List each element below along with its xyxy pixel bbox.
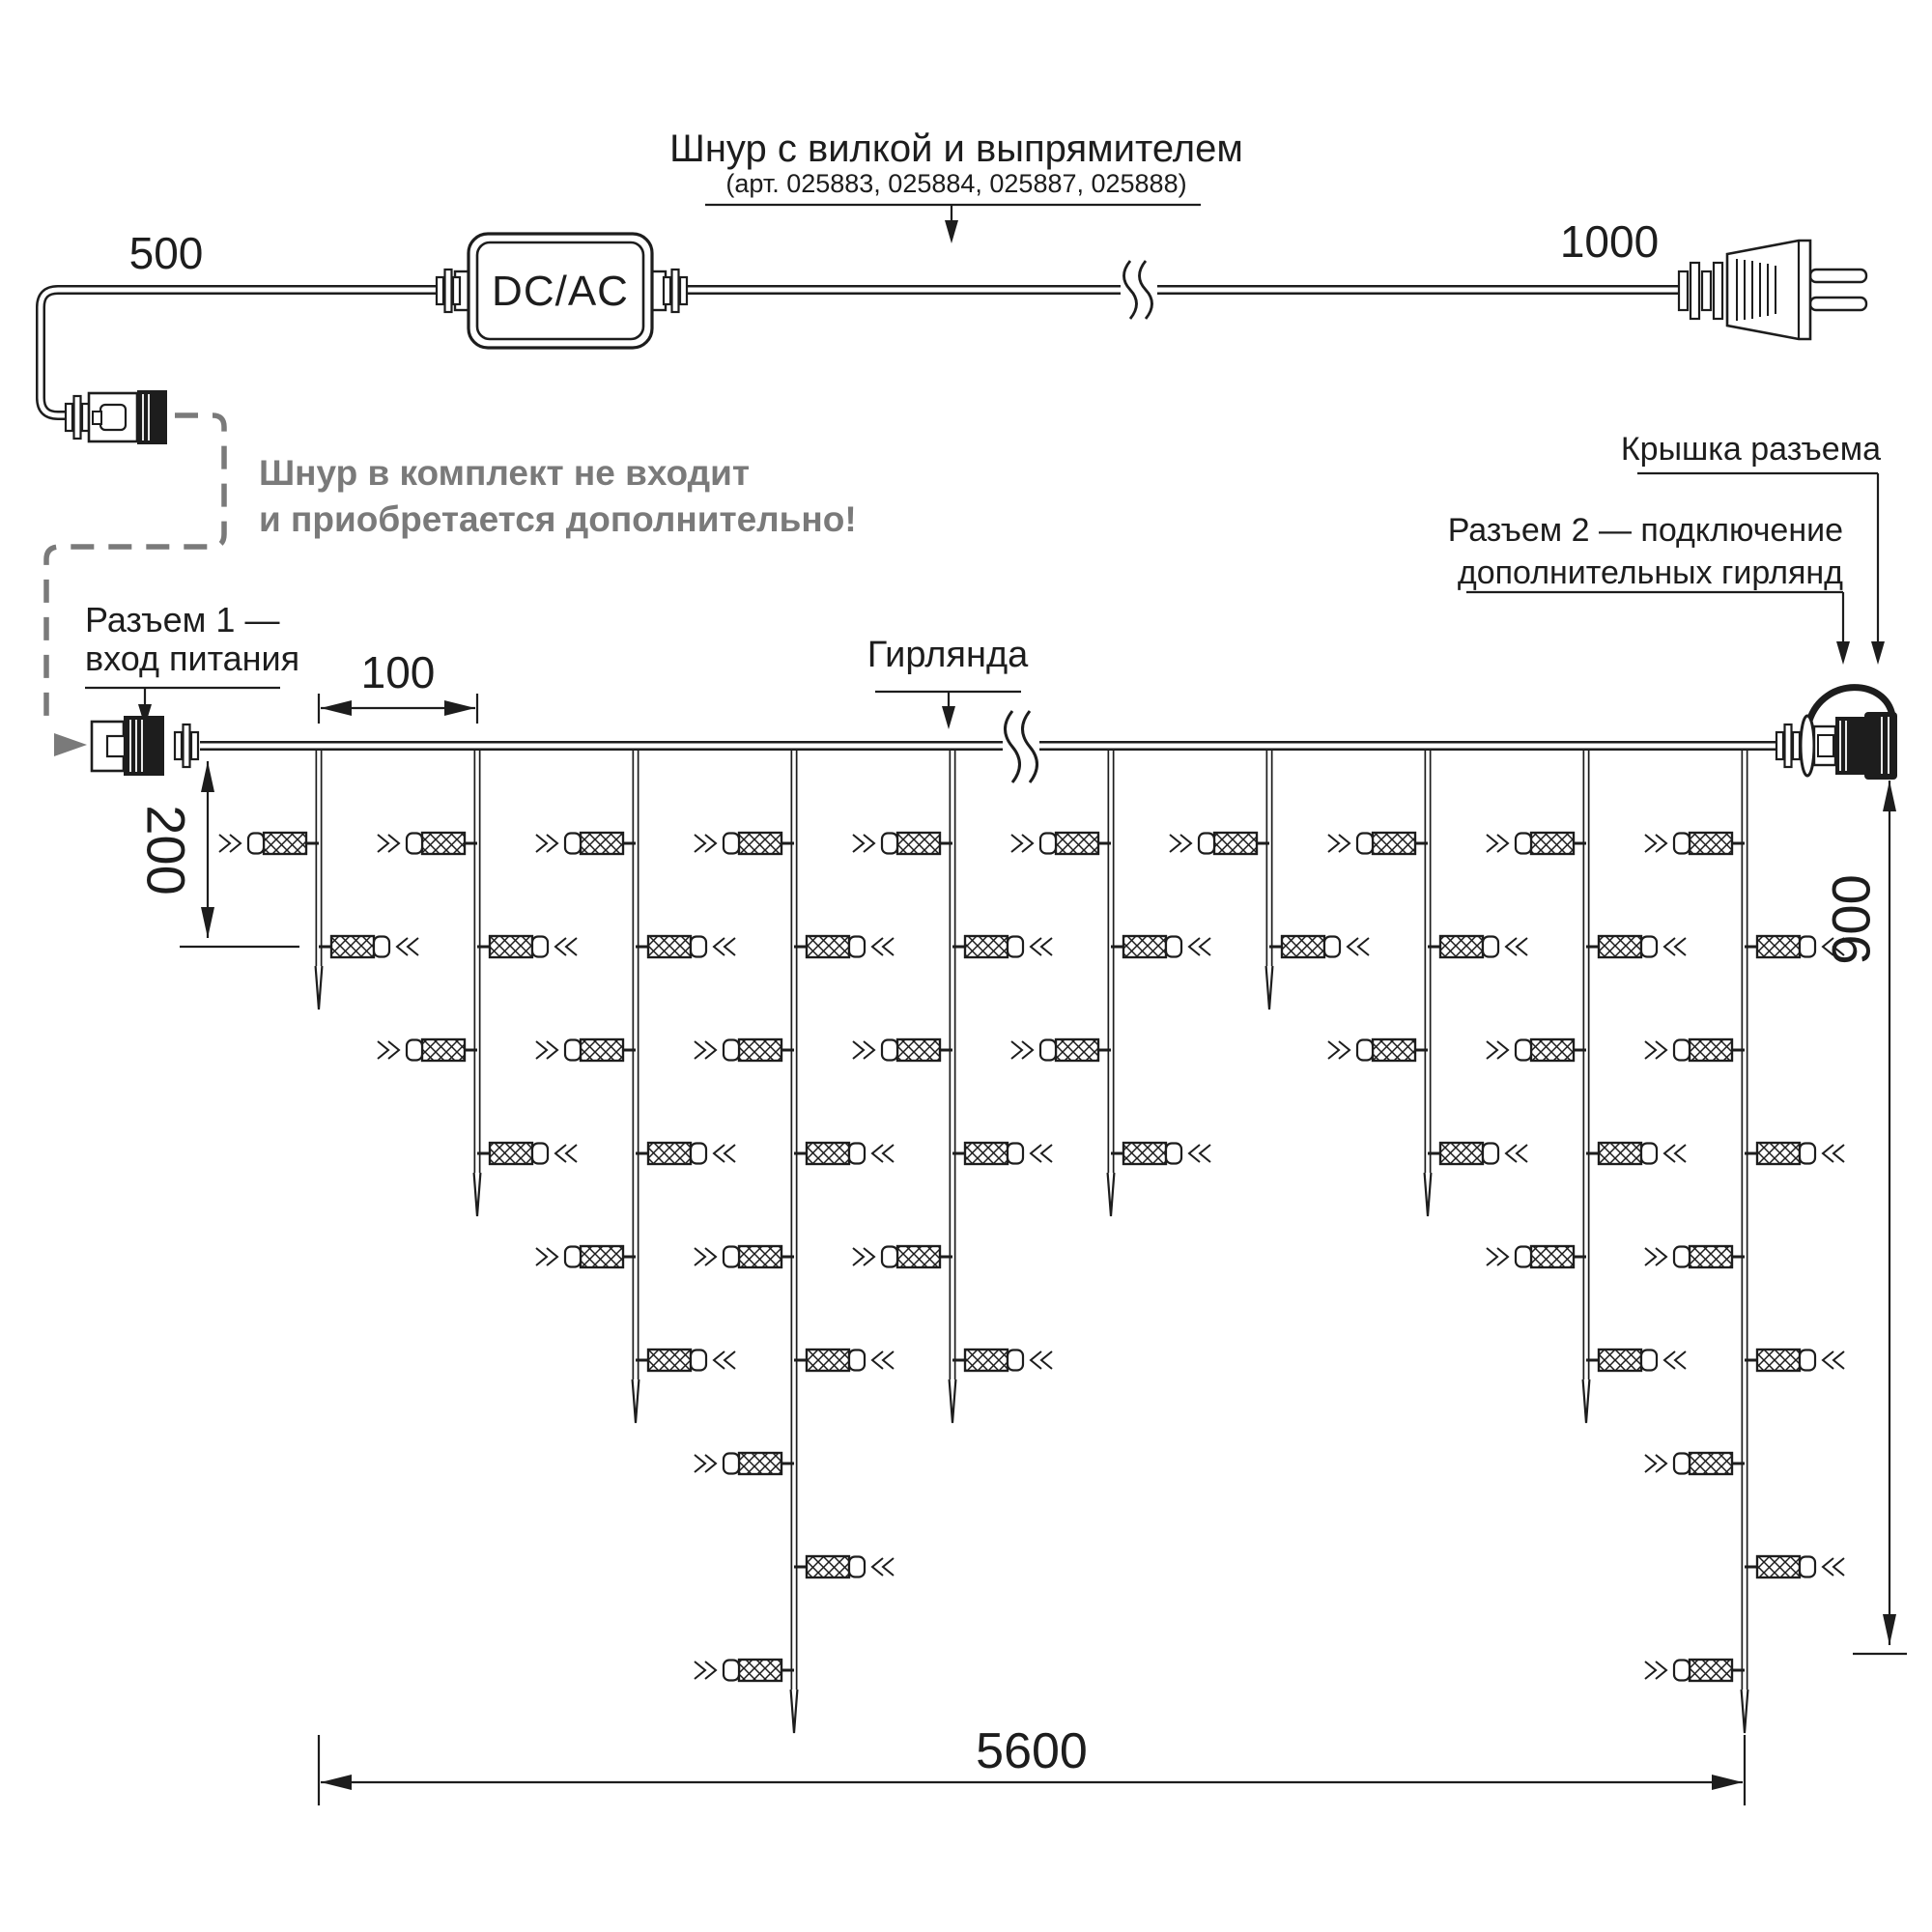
led-bulb-icon: [490, 936, 532, 957]
light-rays-icon: [1170, 835, 1180, 852]
light-rays-icon: [555, 938, 566, 955]
light-rays-icon: [1497, 1248, 1508, 1265]
light-rays-icon: [705, 835, 716, 852]
led-bulb-icon: [264, 833, 306, 854]
led-bulb-icon: [1056, 833, 1098, 854]
light-rays-icon: [1022, 1041, 1033, 1059]
light-rays-icon: [864, 835, 874, 852]
light-rays-icon: [536, 1041, 547, 1059]
light-rays-icon: [1328, 1041, 1339, 1059]
light-rays-icon: [230, 835, 241, 852]
drop-tail: [1742, 1690, 1748, 1733]
led-bulb-icon: [739, 833, 781, 854]
light-rays-icon: [1506, 1145, 1517, 1162]
dimension-100: [319, 694, 477, 724]
light-rays-icon: [695, 1662, 705, 1679]
led-bulb-icon: [648, 936, 691, 957]
drop-tail: [633, 1379, 639, 1423]
not-included-note-line2: и приобретается дополнительно!: [259, 499, 857, 539]
light-rays-icon: [1487, 835, 1497, 852]
drop-tail: [791, 1690, 798, 1733]
light-rays-icon: [547, 1041, 557, 1059]
led-bulb-icon: [807, 1350, 849, 1371]
light-rays-icon: [705, 1455, 716, 1472]
dcac-label: DC/AC: [492, 268, 629, 315]
garland-output-connector: [1776, 688, 1897, 780]
plug-prong: [1810, 270, 1866, 282]
drop-tail: [950, 1379, 956, 1423]
led-bulb-icon: [739, 1453, 781, 1474]
light-rays-icon: [1664, 1145, 1675, 1162]
light-rays-icon: [1645, 1041, 1656, 1059]
light-rays-icon: [1189, 1145, 1200, 1162]
light-rays-icon: [705, 1041, 716, 1059]
light-rays-icon: [724, 938, 735, 955]
light-rays-icon: [1041, 1145, 1052, 1162]
dim-1000-label: 1000: [1559, 216, 1660, 267]
led-bulb-icon: [1599, 1350, 1641, 1371]
light-rays-icon: [555, 1145, 566, 1162]
led-bulb-icon: [897, 1039, 940, 1061]
led-bulb-icon: [965, 1143, 1008, 1164]
light-rays-icon: [724, 1145, 735, 1162]
led-bulb-icon: [1056, 1039, 1098, 1061]
light-rays-icon: [705, 1248, 716, 1265]
light-rays-icon: [1358, 938, 1369, 955]
light-rays-icon: [1833, 1351, 1844, 1369]
led-bulb-icon: [1123, 1143, 1166, 1164]
led-bulb-icon: [1531, 1246, 1574, 1267]
led-bulb-icon: [739, 1660, 781, 1681]
light-rays-icon: [1656, 1248, 1666, 1265]
led-bulb-icon: [1123, 936, 1166, 957]
led-bulb-icon: [1599, 936, 1641, 957]
led-bulb-icon: [1531, 833, 1574, 854]
light-rays-icon: [1031, 1351, 1041, 1369]
light-rays-icon: [388, 1041, 399, 1059]
light-rays-icon: [1664, 1351, 1675, 1369]
led-bulb-icon: [1214, 833, 1257, 854]
led-bulb-icon: [897, 833, 940, 854]
drop-tail: [1583, 1379, 1590, 1423]
light-rays-icon: [378, 835, 388, 852]
drop-tail: [1108, 1173, 1115, 1216]
led-bulb-icon: [1690, 1246, 1732, 1267]
led-bulb-icon: [807, 1556, 849, 1577]
light-rays-icon: [695, 835, 705, 852]
led-bulb-icon: [1690, 833, 1732, 854]
led-bulb-icon: [807, 1143, 849, 1164]
light-rays-icon: [1189, 938, 1200, 955]
light-rays-icon: [724, 1351, 735, 1369]
dashed-cord-path: [46, 415, 224, 756]
light-rays-icon: [883, 938, 894, 955]
light-rays-icon: [1645, 1455, 1656, 1472]
led-bulb-icon: [1757, 1143, 1800, 1164]
light-rays-icon: [566, 938, 577, 955]
light-rays-icon: [853, 1041, 864, 1059]
light-rays-icon: [1656, 835, 1666, 852]
light-rays-icon: [1031, 1145, 1041, 1162]
led-bulb-icon: [965, 1350, 1008, 1371]
led-bulb-icon: [1440, 1143, 1483, 1164]
drop-tail: [1425, 1173, 1432, 1216]
light-rays-icon: [1041, 938, 1052, 955]
cap-label: Крышка разъема: [1620, 431, 1881, 468]
dim-100-label: 100: [360, 647, 436, 697]
connector2-label-line1: Разъем 2 — подключение: [1447, 512, 1843, 549]
light-rays-icon: [1200, 938, 1210, 955]
light-rays-icon: [1200, 1145, 1210, 1162]
light-rays-icon: [1011, 1041, 1022, 1059]
drop-tail: [1266, 966, 1273, 1009]
light-rays-icon: [1645, 835, 1656, 852]
light-rays-icon: [1675, 1351, 1686, 1369]
cord-break-icon: [1121, 261, 1157, 319]
light-rays-icon: [1656, 1455, 1666, 1472]
led-bulb-icon: [1440, 936, 1483, 957]
plug-prong: [1810, 298, 1866, 310]
light-rays-icon: [1517, 1145, 1527, 1162]
light-rays-icon: [1675, 938, 1686, 955]
light-rays-icon: [883, 1558, 894, 1576]
led-bulb-icon: [581, 1039, 623, 1061]
down-arrow-icon: [1836, 641, 1850, 665]
led-bulb-icon: [739, 1246, 781, 1267]
led-bulb-icon: [807, 936, 849, 957]
light-rays-icon: [1656, 1041, 1666, 1059]
light-rays-icon: [408, 938, 418, 955]
led-bulb-icon: [1531, 1039, 1574, 1061]
led-bulb-icon: [331, 936, 374, 957]
wire-break-icon: [1003, 711, 1039, 782]
connector1-label-line2: вход питания: [85, 639, 300, 678]
light-rays-icon: [883, 1145, 894, 1162]
light-rays-icon: [1664, 938, 1675, 955]
led-bulb-icon: [648, 1350, 691, 1371]
light-rays-icon: [536, 1248, 547, 1265]
led-bulb-icon: [1599, 1143, 1641, 1164]
led-bulb-icon: [1282, 936, 1324, 957]
garland-drops: [219, 746, 1844, 1733]
led-bulb-icon: [1373, 1039, 1415, 1061]
dim-900-label: 900: [1820, 874, 1882, 965]
light-rays-icon: [388, 835, 399, 852]
light-rays-icon: [1339, 835, 1350, 852]
light-rays-icon: [1022, 835, 1033, 852]
connector2-label-line2: дополнительных гирлянд: [1457, 554, 1843, 591]
led-bulb-icon: [581, 1246, 623, 1267]
led-bulb-icon: [1757, 1350, 1800, 1371]
light-rays-icon: [853, 835, 864, 852]
light-rays-icon: [1823, 1145, 1833, 1162]
connector1-label-line1: Разъем 1 —: [85, 600, 280, 639]
mains-plug-icon: [1679, 241, 1866, 339]
led-bulb-icon: [1757, 936, 1800, 957]
light-rays-icon: [536, 835, 547, 852]
light-rays-icon: [1823, 1558, 1833, 1576]
dim-500-label: 500: [128, 228, 204, 278]
light-rays-icon: [872, 938, 883, 955]
led-bulb-icon: [1757, 1556, 1800, 1577]
light-rays-icon: [864, 1248, 874, 1265]
led-bulb-icon: [422, 833, 465, 854]
led-bulb-icon: [1690, 1660, 1732, 1681]
light-rays-icon: [1487, 1248, 1497, 1265]
not-included-note-line1: Шнур в комплект не входит: [259, 453, 750, 493]
light-rays-icon: [883, 1351, 894, 1369]
connector-cap-icon: [1864, 712, 1897, 780]
light-rays-icon: [1656, 1662, 1666, 1679]
light-rays-icon: [547, 835, 557, 852]
light-rays-icon: [705, 1662, 716, 1679]
light-rays-icon: [1497, 835, 1508, 852]
light-rays-icon: [1328, 835, 1339, 852]
dim-200-label: 200: [135, 805, 197, 895]
light-rays-icon: [1675, 1145, 1686, 1162]
light-rays-icon: [378, 1041, 388, 1059]
diagram-subtitle: (арт. 025883, 025884, 025887, 025888): [725, 169, 1187, 198]
light-rays-icon: [1645, 1248, 1656, 1265]
led-bulb-icon: [1690, 1453, 1732, 1474]
light-rays-icon: [1487, 1041, 1497, 1059]
garland-label: Гирлянда: [867, 635, 1029, 675]
light-rays-icon: [1833, 1145, 1844, 1162]
diagram-title: Шнур с вилкой и выпрямителем: [669, 128, 1243, 170]
down-arrow-icon: [1871, 641, 1885, 665]
light-rays-icon: [1823, 1351, 1833, 1369]
light-rays-icon: [1339, 1041, 1350, 1059]
light-rays-icon: [853, 1248, 864, 1265]
light-rays-icon: [872, 1351, 883, 1369]
light-rays-icon: [1031, 938, 1041, 955]
light-rays-icon: [1348, 938, 1358, 955]
dim-5600-label: 5600: [976, 1723, 1088, 1779]
light-rays-icon: [1833, 1558, 1844, 1576]
led-bulb-icon: [1373, 833, 1415, 854]
led-bulb-icon: [1690, 1039, 1732, 1061]
drop-tail: [474, 1173, 481, 1216]
led-bulb-icon: [965, 936, 1008, 957]
light-rays-icon: [1180, 835, 1191, 852]
led-bulb-icon: [739, 1039, 781, 1061]
light-rays-icon: [1041, 1351, 1052, 1369]
light-rays-icon: [695, 1248, 705, 1265]
led-bulb-icon: [648, 1143, 691, 1164]
led-bulb-icon: [581, 833, 623, 854]
light-rays-icon: [219, 835, 230, 852]
down-arrow-icon: [945, 220, 958, 243]
drop-tail: [316, 966, 323, 1009]
light-rays-icon: [1645, 1662, 1656, 1679]
cord-connector-icon: [66, 390, 167, 444]
led-bulb-icon: [490, 1143, 532, 1164]
light-rays-icon: [872, 1558, 883, 1576]
light-rays-icon: [1497, 1041, 1508, 1059]
led-bulb-icon: [897, 1246, 940, 1267]
light-rays-icon: [1517, 938, 1527, 955]
light-rays-icon: [1011, 835, 1022, 852]
led-bulb-icon: [422, 1039, 465, 1061]
light-rays-icon: [864, 1041, 874, 1059]
light-rays-icon: [397, 938, 408, 955]
light-rays-icon: [695, 1455, 705, 1472]
light-rays-icon: [566, 1145, 577, 1162]
light-rays-icon: [695, 1041, 705, 1059]
light-rays-icon: [714, 1145, 724, 1162]
light-rays-icon: [714, 1351, 724, 1369]
light-rays-icon: [547, 1248, 557, 1265]
gray-arrow-icon: [54, 733, 87, 756]
light-rays-icon: [872, 1145, 883, 1162]
light-rays-icon: [714, 938, 724, 955]
down-arrow-icon: [942, 706, 955, 729]
light-rays-icon: [1506, 938, 1517, 955]
